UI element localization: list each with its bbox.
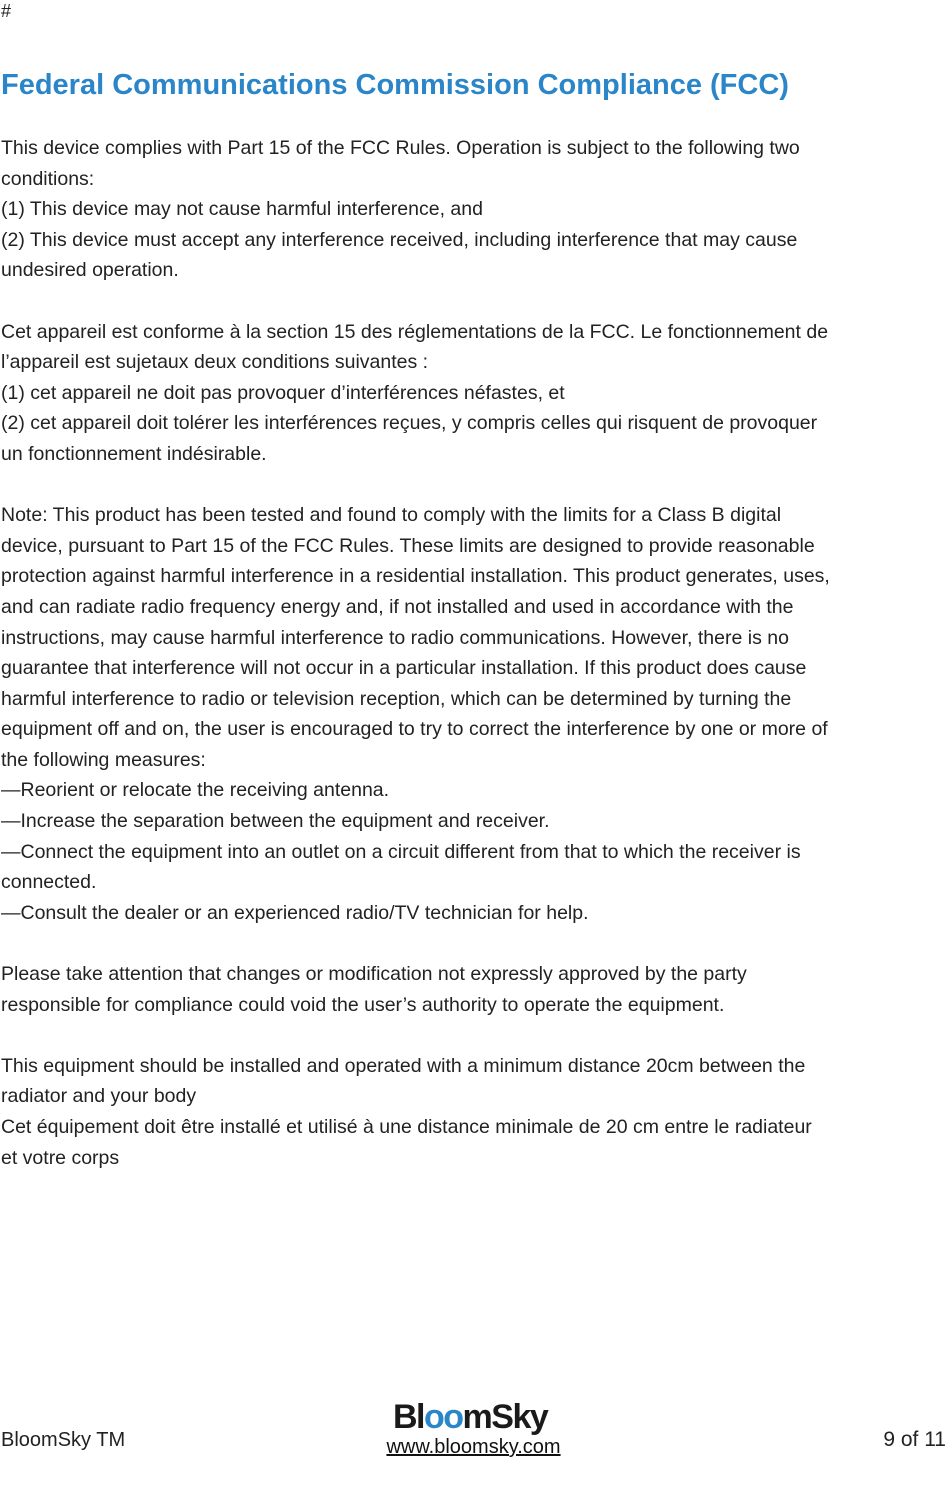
- website-link[interactable]: www.bloomsky.com: [386, 1436, 561, 1458]
- text-line: guarantee that interference will not occur in a particular installation. If this product does cause: [1, 657, 807, 680]
- paragraph-fcc-conditions-en: [1, 133, 947, 286]
- text-line: and can radiate radio frequency energy and, if not installed and used in accordance with the: [1, 595, 794, 618]
- measure-item: —Connect the equipment into an outlet on a circuit different from that to which the receiver is: [1, 840, 801, 863]
- text-line: un fonctionnement indésirable.: [1, 442, 267, 465]
- text-line: (1) cet appareil ne doit pas provoquer d’interférences néfastes, et: [1, 381, 565, 404]
- text-line: the following measures:: [1, 748, 206, 771]
- text-line: undesired operation.: [1, 259, 179, 282]
- paragraph-modification-warning: [1, 959, 947, 1020]
- text-line: (1) This device may not cause harmful interference, and: [1, 198, 483, 221]
- text-line: (2) cet appareil doit tolérer les interférences reçues, y compris celles qui risquent de provoquer: [1, 412, 818, 435]
- text-line: harmful interference to radio or television reception, which can be determined by turning the: [1, 687, 792, 710]
- text-line: connected.: [1, 871, 97, 894]
- paragraph-fcc-conditions-fr: [1, 317, 947, 470]
- header-hash: #: [1, 1, 12, 21]
- text-line: conditions:: [1, 167, 95, 190]
- measure-item: —Reorient or relocate the receiving antenna.: [1, 779, 390, 802]
- text-line: protection against harmful interference in a residential installation. This product generates, uses,: [1, 565, 830, 588]
- text-line: Cet équipement doit être installé et utilisé à une distance minimale de 20 cm entre le radiateur: [1, 1116, 812, 1138]
- paragraph-class-b-note: [1, 500, 947, 928]
- text-line: (2) This device must accept any interference received, including interference that may cause: [1, 228, 798, 251]
- svg-text:BloomSky: BloomSky: [393, 1398, 548, 1436]
- text-line: equipment off and on, the user is encouraged to try to correct the interference by one or more of: [1, 718, 828, 741]
- document-body: [1, 133, 947, 1204]
- page-number: 9 of 11: [883, 1428, 946, 1451]
- footer-brand: BloomSky TM: [1, 1429, 126, 1451]
- text-line: l’appareil est sujetaux deux conditions suivantes :: [1, 351, 429, 374]
- paragraph-rf-exposure: [1, 1051, 947, 1173]
- page-title: Federal Communications Commission Compliance (FCC): [1, 69, 789, 101]
- text-line: Note: This product has been tested and found to comply with the limits for a Class B digital: [1, 504, 782, 527]
- measure-item: —Increase the separation between the equipment and receiver.: [1, 810, 550, 833]
- measure-item: —Consult the dealer or an experienced radio/TV technician for help.: [1, 901, 589, 924]
- text-line: This device complies with Part 15 of the FCC Rules. Operation is subject to the following two: [1, 137, 800, 159]
- text-line: instructions, may cause harmful interference to radio communications. However, there is no: [1, 626, 789, 649]
- text-line: radiator and your body: [1, 1085, 197, 1108]
- text-line: Please take attention that changes or modification not expressly approved by the party: [1, 963, 747, 986]
- text-line: device, pursuant to Part 15 of the FCC Rules. These limits are designed to provide reasonable: [1, 534, 815, 557]
- text-line: This equipment should be installed and operated with a minimum distance 20cm between the: [1, 1054, 806, 1077]
- text-line: et votre corps: [1, 1146, 120, 1169]
- text-line: Cet appareil est conforme à la section 15 des réglementations de la FCC. Le fonctionnement de: [1, 320, 829, 343]
- text-line: responsible for compliance could void the user’s authority to operate the equipment.: [1, 993, 725, 1016]
